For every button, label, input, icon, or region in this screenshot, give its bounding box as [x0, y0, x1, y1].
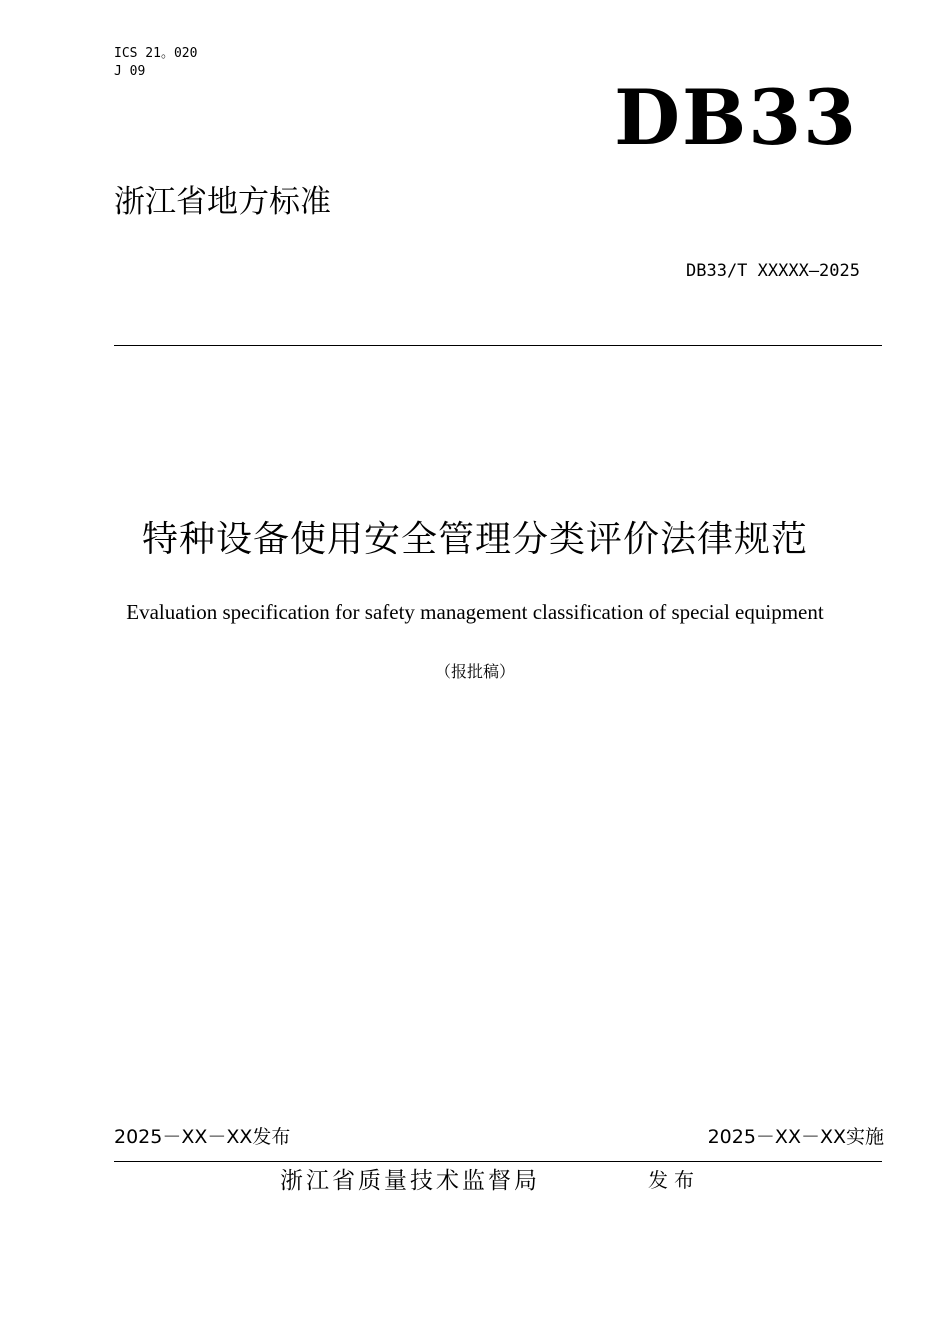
draft-note: （报批稿） — [434, 662, 515, 681]
ics-code: ICS 21。020 — [114, 46, 198, 61]
title-chinese: 特种设备使用安全管理分类评价法律规范 — [141, 519, 808, 560]
issuing-authority: 浙江省质量技术监督局 — [280, 1168, 540, 1194]
standard-number: DB33/T XXXXX—2025 — [686, 261, 860, 281]
issue-date: 2025－XX－XX发布 — [114, 1126, 291, 1148]
implementation-date: 2025－XX－XX实施 — [707, 1126, 884, 1148]
issue-label: 发布 — [648, 1168, 700, 1192]
ccs-code: J 09 — [114, 64, 146, 79]
top-divider — [114, 345, 882, 346]
title-english: Evaluation specification for safety management classification of special equipment — [126, 600, 824, 624]
bottom-divider — [114, 1161, 882, 1162]
standard-type: 浙江省地方标准 — [114, 184, 331, 220]
standard-logo: DB33 — [614, 73, 858, 162]
